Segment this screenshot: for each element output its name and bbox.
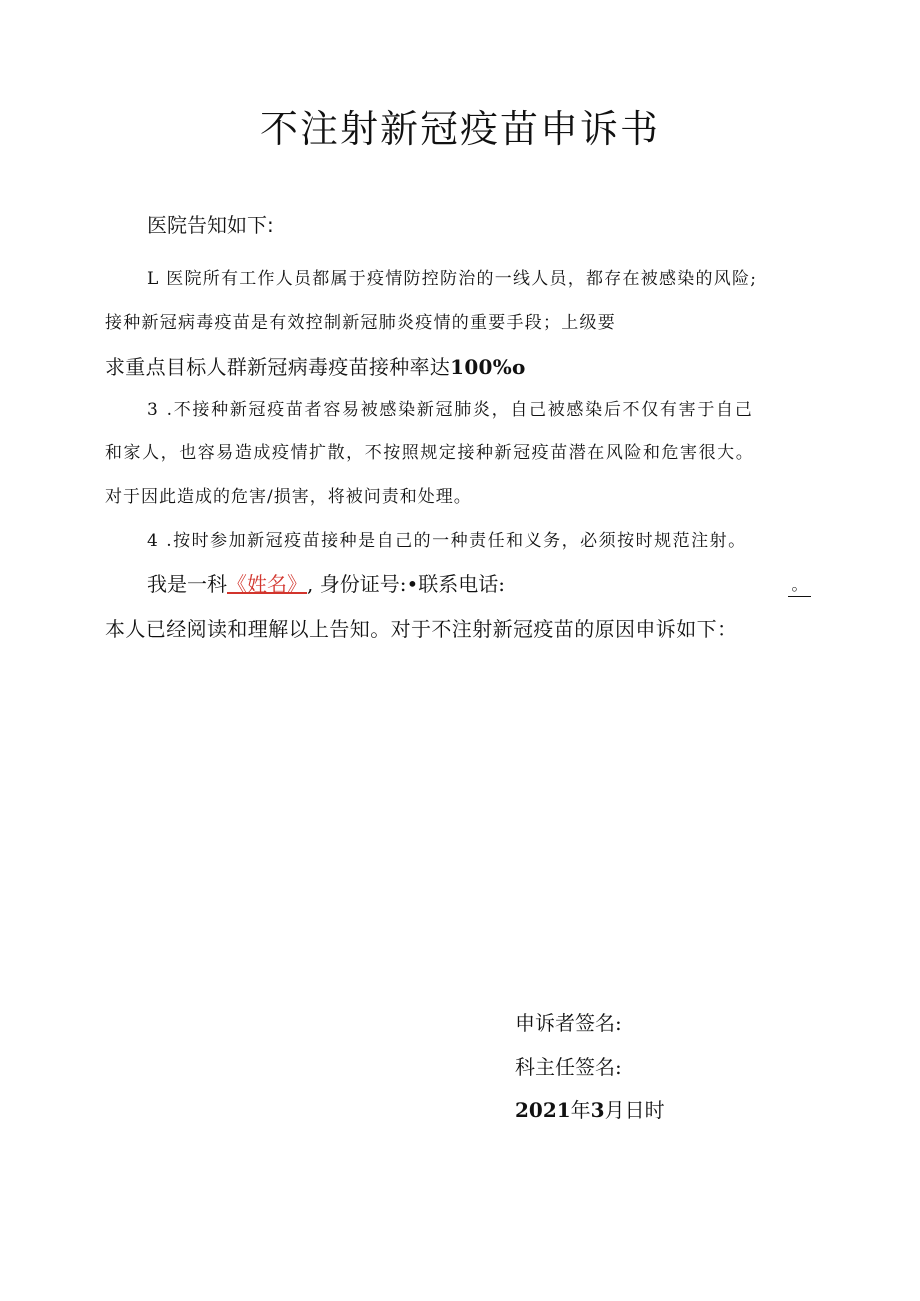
date-year: 2021 — [515, 1098, 571, 1122]
notice-item-3-line-1: 3 .不接种新冠疫苗者容易被感染新冠肺炎，自己被感染后不仅有害于自己 — [147, 400, 754, 420]
vaccination-rate-value: 100%o — [450, 355, 526, 379]
notice-item-1-line-1: L 医院所有工作人员都属于疫情防控防治的一线人员，都存在被感染的风险; — [147, 269, 758, 289]
declaration-prefix: 我是一科 — [147, 572, 227, 596]
date-remaining: 月日时 — [604, 1098, 665, 1122]
acknowledgement-text: 本人已经阅读和理解以上告知。对于不注射新冠疫苗的原因申诉如下： — [105, 617, 738, 641]
notice-item-4: 4 .按时参加新冠疫苗接种是自己的一种责任和义务，必须按时规范注射。 — [147, 531, 747, 551]
notice-heading: 医院告知如下: — [147, 213, 274, 237]
declaration-id-phone-label: , 身份证号:•联系电话: — [307, 572, 505, 596]
notice-item-3-line-3: 对于因此造成的危害/损害，将被问责和处理。 — [105, 487, 472, 507]
signature-date — [515, 1096, 665, 1124]
notice-item-1-line-2: 接种新冠病毒疫苗是有效控制新冠肺炎疫情的重要手段；上级要 — [105, 313, 616, 333]
notice-item-1-line-3-text: 求重点目标人群新冠病毒疫苗接种率达 — [105, 355, 451, 379]
declaration-line — [147, 570, 505, 598]
phone-blank-field[interactable]: 。 — [788, 574, 811, 597]
date-year-unit: 年 — [570, 1098, 591, 1122]
director-signature-label: 科主任签名: — [515, 1055, 622, 1079]
document-title: 不注射新冠疫苗申诉书 — [259, 107, 660, 151]
date-month: 3 — [590, 1098, 605, 1122]
name-placeholder-field[interactable]: 《姓名》 — [227, 572, 307, 596]
notice-item-3-line-2: 和家人，也容易造成疫情扩散，不按照规定接种新冠疫苗潜在风险和危害很大。 — [105, 443, 755, 463]
applicant-signature-label: 申诉者签名: — [515, 1011, 622, 1035]
notice-item-1-line-3 — [105, 353, 526, 381]
